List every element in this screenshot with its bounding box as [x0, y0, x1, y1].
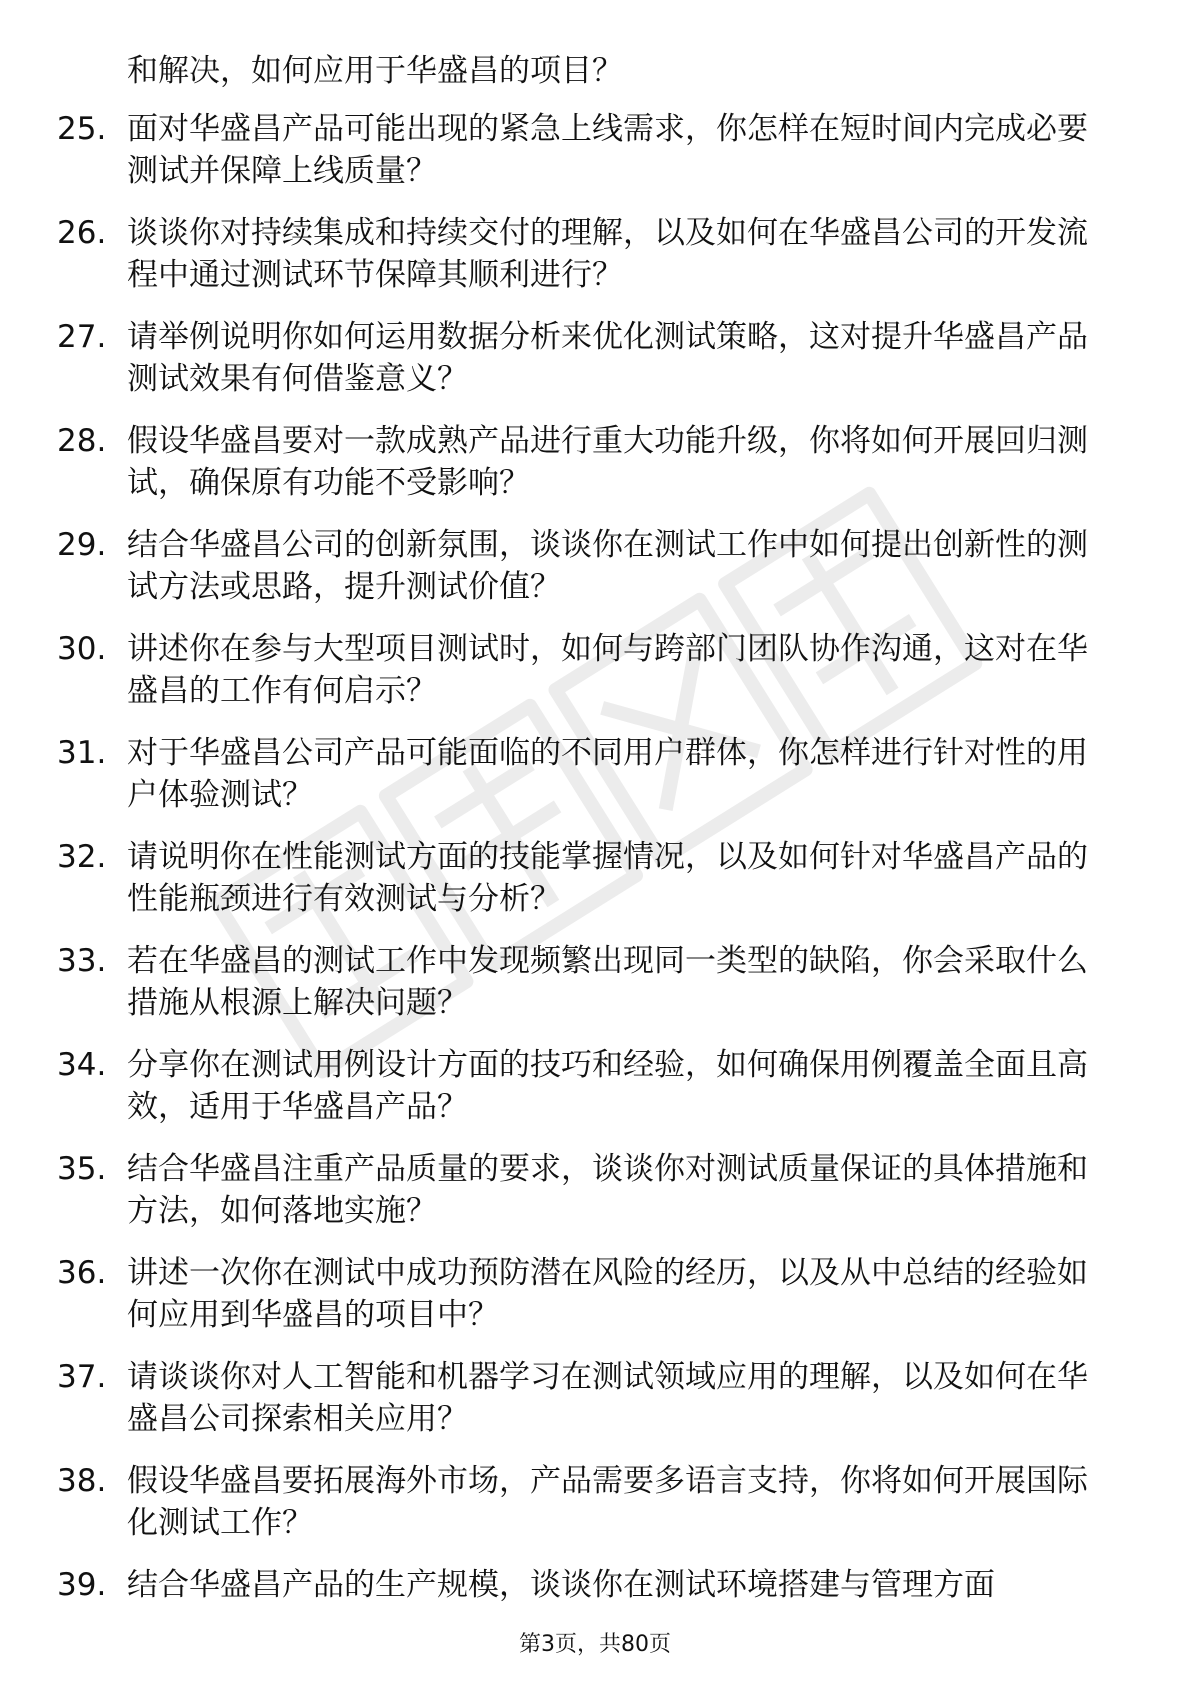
continuation-text: 和解决，如何应用于华盛昌的项目？ [127, 53, 623, 89]
question-number: 28. [57, 423, 107, 459]
question-text: 讲述一次你在测试中成功预防潜在风险的经历，以及从中总结的经验如何应用到华盛昌的项目中？ [127, 1255, 1088, 1333]
list-item [0, 628, 1190, 732]
question-text: 讲述你在参与大型项目测试时，如何与跨部门团队协作沟通，这对在华盛昌的工作有何启示？ [127, 631, 1088, 709]
question-text: 分享你在测试用例设计方面的技巧和经验，如何确保用例覆盖全面且高效，适用于华盛昌产品？ [127, 1047, 1088, 1125]
question-number: 35. [57, 1151, 107, 1187]
question-number: 34. [57, 1047, 107, 1083]
list-item [0, 1044, 1190, 1148]
question-number: 33. [57, 943, 107, 979]
question-number: 25. [57, 111, 107, 147]
question-text: 请举例说明你如何运用数据分析来优化测试策略，这对提升华盛昌产品测试效果有何借鉴意义？ [127, 319, 1088, 397]
list-item [0, 1356, 1190, 1460]
question-number: 31. [57, 735, 107, 771]
list-item [0, 524, 1190, 628]
question-text: 结合华盛昌注重产品质量的要求，谈谈你对测试质量保证的具体措施和方法，如何落地实施？ [127, 1151, 1088, 1229]
question-number: 29. [57, 527, 107, 563]
question-number: 39. [57, 1567, 107, 1603]
question-number: 38. [57, 1463, 107, 1499]
question-text: 假设华盛昌要对一款成熟产品进行重大功能升级，你将如何开展回归测试，确保原有功能不受影响？ [127, 423, 1088, 501]
question-text: 结合华盛昌产品的生产规模，谈谈你在测试环境搭建与管理方面 [127, 1567, 995, 1603]
question-number: 32. [57, 839, 107, 875]
list-item [0, 732, 1190, 836]
page-footer: 第3页，共80页 [519, 1632, 671, 1657]
question-list [0, 108, 1190, 1668]
list-item [0, 836, 1190, 940]
question-number: 27. [57, 319, 107, 355]
list-item [0, 212, 1190, 316]
question-number: 37. [57, 1359, 107, 1395]
question-text: 请说明你在性能测试方面的技能掌握情况，以及如何针对华盛昌产品的性能瓶颈进行有效测试与分析？ [127, 839, 1088, 917]
question-number: 30. [57, 631, 107, 667]
list-item [0, 316, 1190, 420]
question-number: 26. [57, 215, 107, 251]
question-text: 若在华盛昌的测试工作中发现频繁出现同一类型的缺陷，你会采取什么措施从根源上解决问题？ [127, 943, 1088, 1021]
list-item [0, 420, 1190, 524]
question-text: 请谈谈你对人工智能和机器学习在测试领域应用的理解，以及如何在华盛昌公司探索相关应用？ [127, 1359, 1088, 1437]
list-item [0, 1460, 1190, 1564]
question-text: 假设华盛昌要拓展海外市场，产品需要多语言支持，你将如何开展国际化测试工作？ [127, 1463, 1088, 1541]
list-item [0, 940, 1190, 1044]
question-number: 36. [57, 1255, 107, 1291]
question-text: 对于华盛昌公司产品可能面临的不同用户群体，你怎样进行针对性的用户体验测试？ [127, 735, 1088, 813]
question-text: 结合华盛昌公司的创新氛围，谈谈你在测试工作中如何提出创新性的测试方法或思路，提升测试价值？ [127, 527, 1088, 605]
list-item [0, 1252, 1190, 1356]
question-text: 面对华盛昌产品可能出现的紧急上线需求，你怎样在短时间内完成必要测试并保障上线质量？ [127, 111, 1088, 189]
list-item [0, 1148, 1190, 1252]
question-text: 谈谈你对持续集成和持续交付的理解，以及如何在华盛昌公司的开发流程中通过测试环节保障其顺利进行？ [127, 215, 1088, 293]
list-item [0, 108, 1190, 212]
